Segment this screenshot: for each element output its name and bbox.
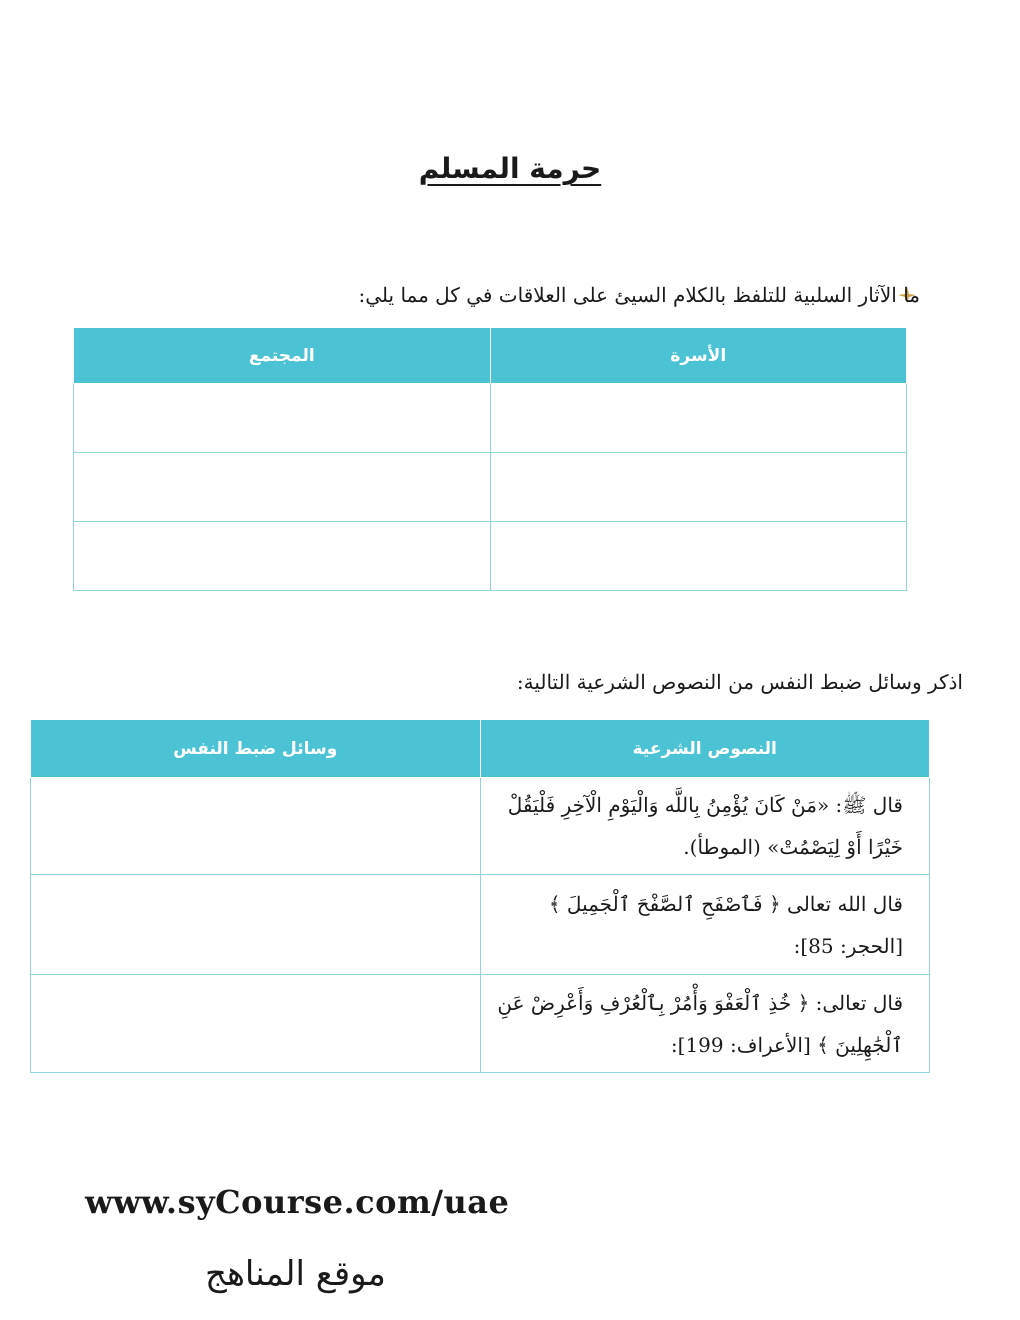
footer-site-name: موقع المناهج [205, 1254, 386, 1294]
page-title: حرمة المسلم [418, 152, 602, 185]
answer-cell[interactable] [31, 875, 481, 975]
self-control-table [30, 719, 930, 1073]
answer-cell-family[interactable] [490, 522, 907, 591]
question-2: اذكر وسائل ضبط النفس من النصوص الشرعية التالية: [516, 670, 963, 694]
table-row [74, 522, 907, 591]
header-society: المجتمع [74, 328, 491, 384]
footer-url[interactable]: www.syCourse.com/uae [85, 1183, 510, 1221]
answer-cell-family[interactable] [490, 384, 907, 453]
header-self-control: وسائل ضبط النفس [31, 720, 481, 778]
question-1: ما الآثار السلبية للتلفظ بالكلام السيئ على العلاقات في كل مما يلي: [358, 283, 920, 307]
religious-text-cell: قال الله تعالى ﴿ فَٱصْفَحِ ٱلصَّفْحَ ٱلْجَمِيلَ ﴾ [الحجر: 85]: [480, 875, 930, 975]
answer-cell-society[interactable] [74, 453, 491, 522]
header-family: الأسرة [490, 328, 907, 384]
religious-text-cell: قال تعالى: ﴿ خُذِ ٱلْعَفْوَ وَأْمُرْ بِٱلْعُرْفِ وَأَعْرِضْ عَنِ ٱلْجَٰهِلِينَ ﴾ [الأعراف: 199]: [480, 975, 930, 1073]
table-row [31, 875, 930, 975]
table-header-row [31, 720, 930, 778]
answer-cell[interactable] [31, 975, 481, 1073]
religious-text-cell: قال ﷺ: «مَنْ كَانَ يُؤْمِنُ بِاللَّه وَالْيَوْمِ الْآخِرِ فَلْيَقُلْ خَيْرًا أَوْ لِيَصْمُتْ» (الموطأ). [480, 778, 930, 875]
table-row [31, 778, 930, 875]
relationships-table [73, 327, 907, 591]
table-row [31, 975, 930, 1073]
answer-cell-society[interactable] [74, 522, 491, 591]
answer-cell-family[interactable] [490, 453, 907, 522]
answer-cell-society[interactable] [74, 384, 491, 453]
table-row [74, 453, 907, 522]
table-row [74, 384, 907, 453]
header-texts: النصوص الشرعية [480, 720, 930, 778]
table-header-row [74, 328, 907, 384]
answer-cell[interactable] [31, 778, 481, 875]
